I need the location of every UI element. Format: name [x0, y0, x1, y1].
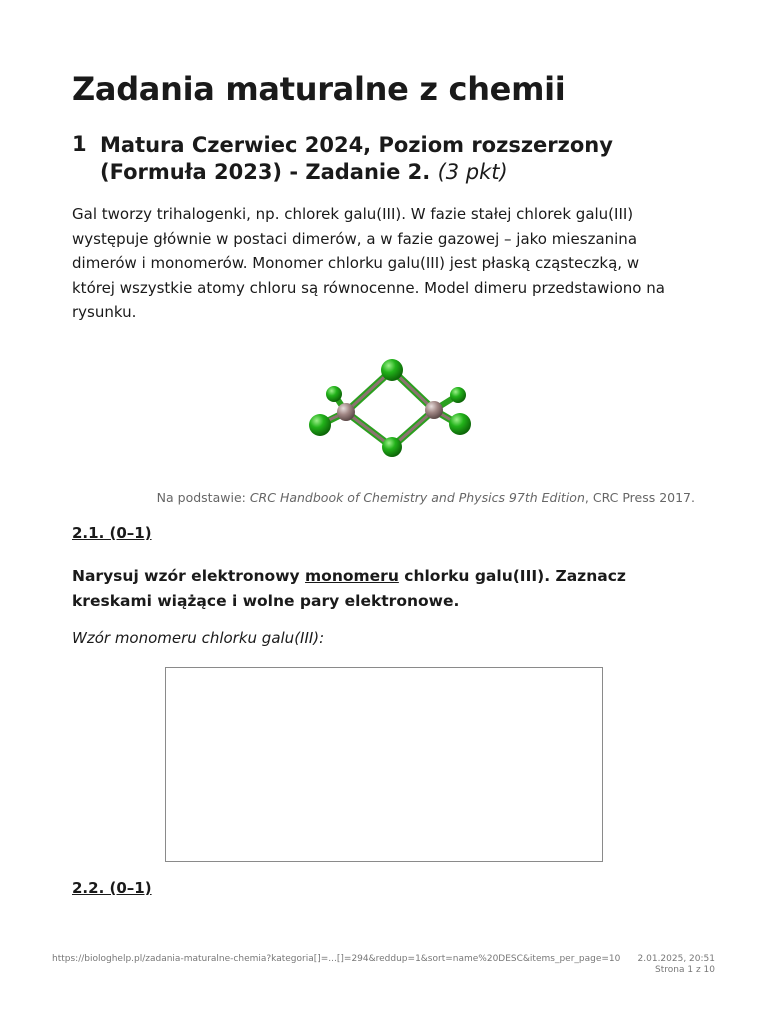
- page-title: Zadania maturalne z chemii: [72, 70, 566, 108]
- subtask-2-1-label: 2.1. (0–1): [72, 524, 152, 542]
- chlorine-atom: [449, 413, 471, 435]
- section-number: 1: [72, 132, 87, 156]
- section-title: [100, 132, 660, 186]
- gallium-atom: [425, 401, 443, 419]
- subtask-2-1-instruction: [72, 564, 672, 614]
- footer-url: https://biologhelp.pl/zadania-maturalne-chemia?kategoria[]=...[]=294&reddup=1&sort=name%20DESC&items_per_page=10: [52, 954, 621, 964]
- chlorine-atom: [309, 414, 331, 436]
- source-title: CRC Handbook of Chemistry and Physics 97th Edition: [249, 490, 585, 505]
- source-prefix: Na podstawie:: [156, 490, 250, 505]
- footer-info: [610, 954, 715, 976]
- chlorine-atom: [381, 359, 403, 381]
- gallium-atom: [337, 403, 355, 421]
- chlorine-atom: [326, 386, 342, 402]
- footer-page-number: Strona 1 z 10: [655, 965, 715, 975]
- instruction-part: chlorku galu(III). Zaznacz kreskami wiążące i wolne pary elektronowe.: [72, 567, 626, 610]
- chlorine-atom: [382, 437, 402, 457]
- section-title-text: Matura Czerwiec 2024, Poziom rozszerzony (Formuła 2023) - Zadanie 2.: [100, 133, 613, 184]
- instruction-part: Narysuj wzór elektronowy: [72, 567, 306, 585]
- source-suffix: , CRC Press 2017.: [584, 490, 695, 505]
- footer-datetime: 2.01.2025, 20:51: [637, 954, 715, 964]
- chlorine-atom: [450, 387, 466, 403]
- figure-source: [72, 490, 695, 505]
- answer-box[interactable]: [165, 667, 603, 862]
- section-points: (3 pkt): [437, 160, 508, 184]
- instruction-underlined: monomeru: [305, 567, 399, 585]
- answer-label: Wzór monomeru chlorku galu(III):: [72, 629, 325, 647]
- dimer-model-figure: [288, 350, 484, 466]
- subtask-2-2-label: 2.2. (0–1): [72, 879, 152, 897]
- intro-paragraph: Gal tworzy trihalogenki, np. chlorek galu(III). W fazie stałej chlorek galu(III) występuje głównie w postaci dimerów, a w fazie gazowej – jako mieszanina dimerów i monomerów. Monomer chlorku galu(III) jest płaską cząsteczką, w której wszystkie atomy chloru są równocenne. Model dimeru przedstawiono na rysunku.: [72, 205, 665, 321]
